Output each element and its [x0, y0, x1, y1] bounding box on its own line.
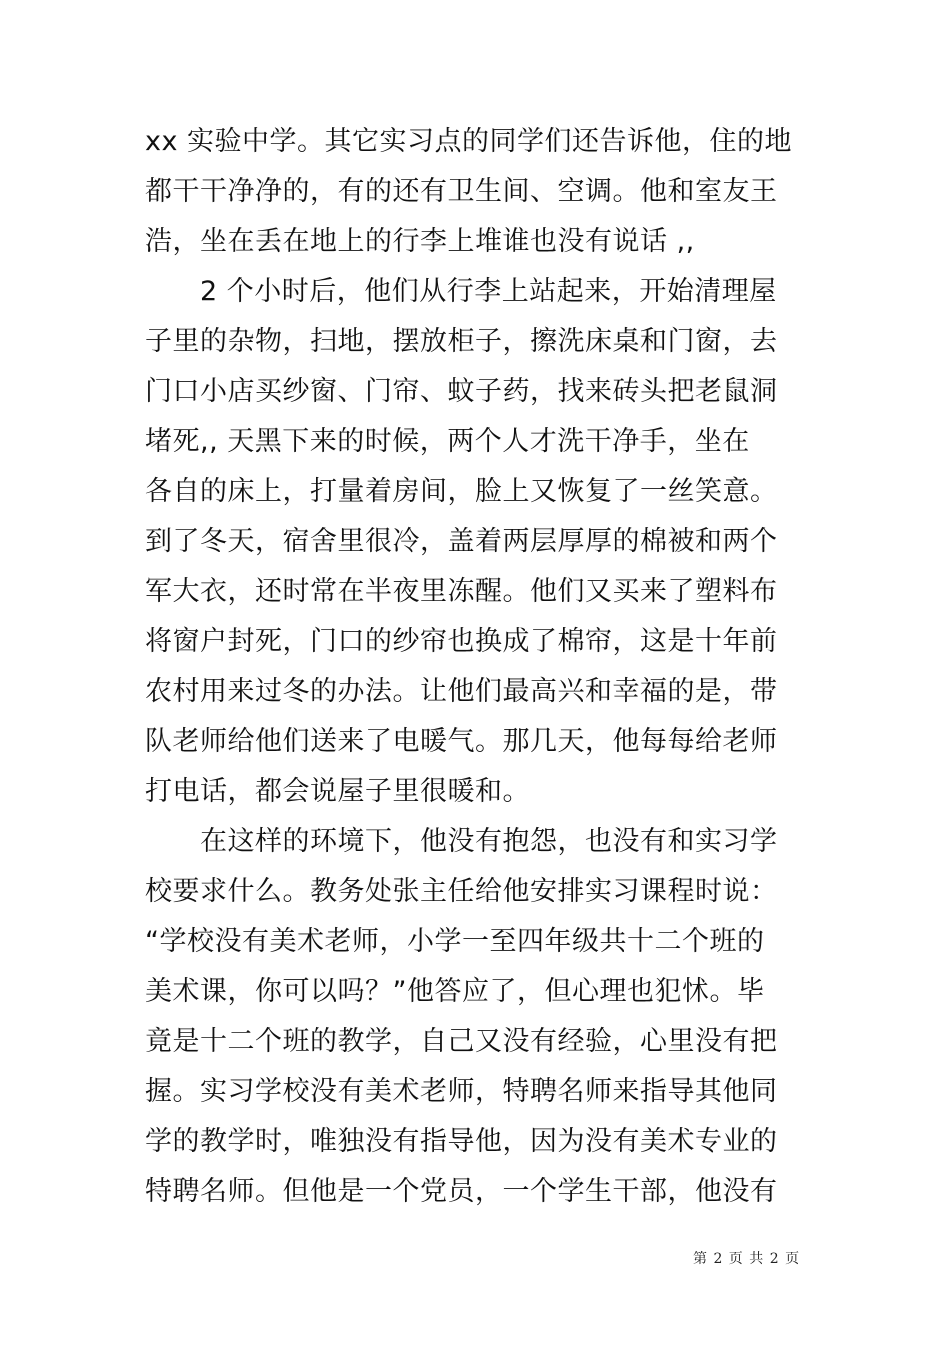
text-line: 校要求什么。教务处张主任给他安排实习课程时说：	[145, 876, 778, 907]
text-line: 子里的杂物，扫地，摆放柜子，擦洗床桌和门窗，去	[145, 326, 778, 357]
text-line: 门口小店买纱窗、门帘、蚊子药，找来砖头把老鼠洞	[145, 376, 778, 407]
text-line: 学的教学时，唯独没有指导他，因为没有美术专业的	[145, 1126, 778, 1157]
text-line: 各自的床上，打量着房间，脸上又恢复了一丝笑意。	[145, 476, 778, 507]
text-line: 农村用来过冬的办法。让他们最高兴和幸福的是，带	[145, 676, 778, 707]
text-line: xx 实验中学。其它实习点的同学们还告诉他，住的地	[145, 126, 793, 157]
text-line: 美术课，你可以吗？”他答应了，但心理也犯怵。毕	[145, 976, 765, 1007]
text-line: 将窗户封死，门口的纱帘也换成了棉帘，这是十年前	[145, 626, 778, 657]
text-line: 军大衣，还时常在半夜里冻醒。他们又买来了塑料布	[145, 576, 778, 607]
text-line: 到了冬天，宿舍里很冷，盖着两层厚厚的棉被和两个	[145, 526, 778, 557]
text-line: 2 个小时后，他们从行李上站起来，开始清理屋	[145, 276, 777, 307]
text-line: 竟是十二个班的教学，自己又没有经验，心里没有把	[145, 1026, 778, 1057]
text-line: 打电话，都会说屋子里很暖和。	[145, 776, 530, 807]
text-line: 握。实习学校没有美术老师，特聘名师来指导其他同	[145, 1076, 778, 1107]
text-line: 浩，坐在丢在地上的行李上堆谁也没有说话 ,,	[145, 226, 695, 257]
text-line: 特聘名师。但他是一个党员，一个学生干部，他没有	[145, 1176, 778, 1207]
text-line: 在这样的环境下，他没有抱怨，也没有和实习学	[145, 826, 778, 857]
text-line: 队老师给他们送来了电暖气。那几天，他每每给老师	[145, 726, 778, 757]
text-line: 堵死,, 天黑下来的时候，两个人才洗干净手，坐在	[145, 426, 750, 457]
page-number-footer: 第 2 页 共 2 页	[693, 1251, 801, 1267]
text-line: 都干干净净的，有的还有卫生间、空调。他和室友王	[145, 176, 778, 207]
text-line: “学校没有美术老师，小学一至四年级共十二个班的	[145, 926, 765, 957]
